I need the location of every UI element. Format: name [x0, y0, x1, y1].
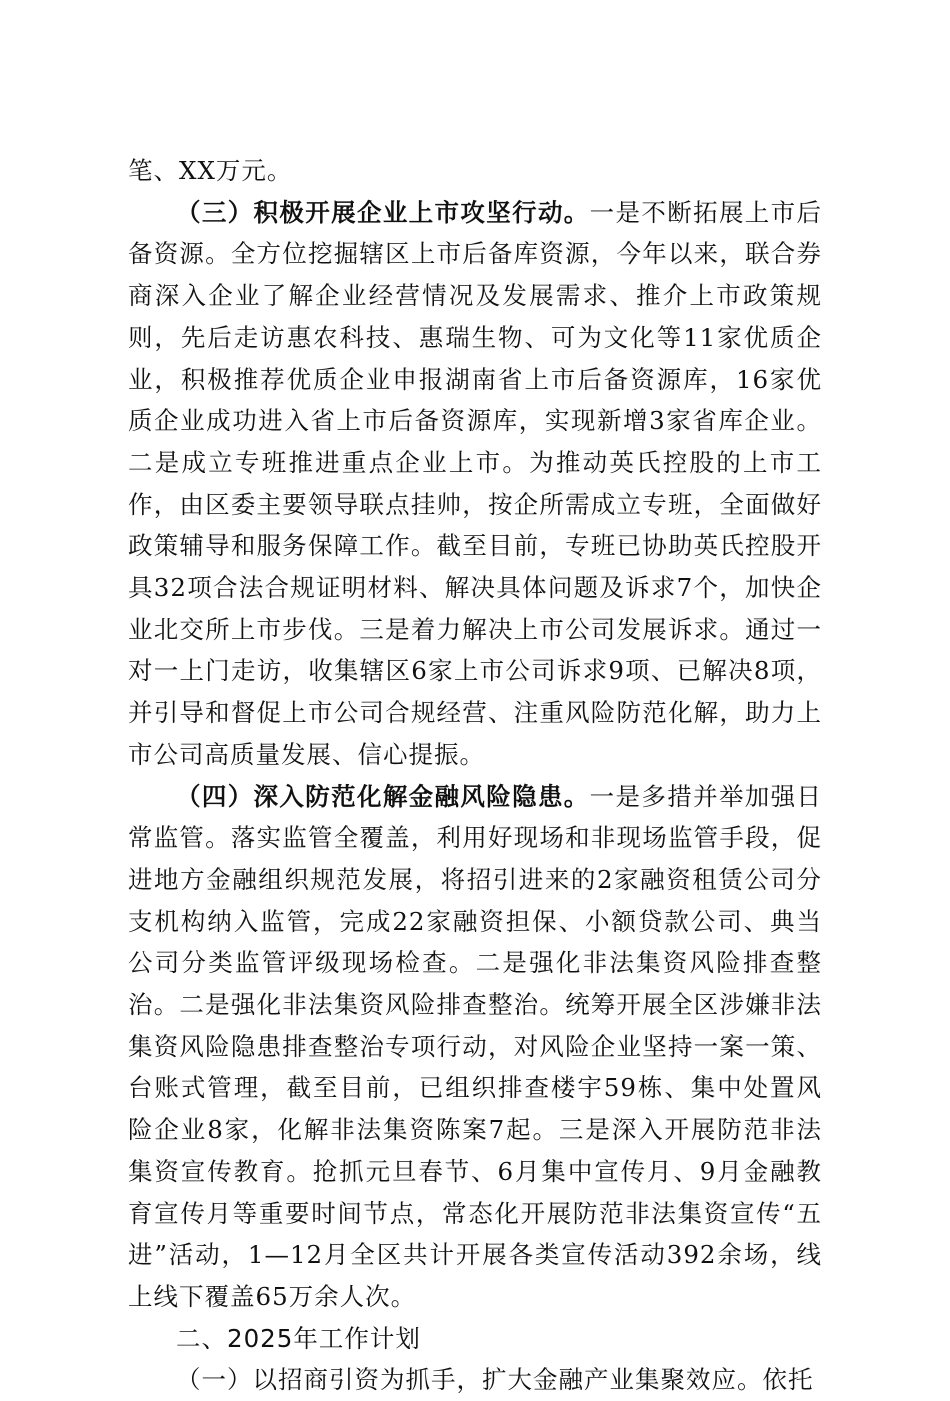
section-heading: 二、2025年工作计划: [176, 1323, 421, 1353]
paragraph-plan-1: [128, 1359, 822, 1401]
paragraph-text: 一是多措并举加强日常监管。落实监管全覆盖，利用好现场和非现场监管手段，促进地方金融组织规范发展，将招引进来的2家融资租赁公司分支机构纳入监管，完成22家融资担保、小额贷款公司、典当公司分类监管评级现场检查。二是强化非法集资风险排查整治。二是强化非法集资风险排查整治。统筹开展全区涉嫌非法集资风险隐患排查整治专项行动，对风险企业坚持一案一策、台账式管理，截至目前，已组织排查楼宇59栋、集中处置风险企业8家，化解非法集资陈案7起。三是深入开展防范非法集资宣传教育。抢抓元旦春节、6月集中宣传月、9月金融教育宣传月等重要时间节点，常态化开展防范非法集资宣传“五进”活动，1—12月全区共计开展各类宣传活动392余场，线上线下覆盖65万余人次。: [128, 781, 823, 1311]
document-body: [128, 150, 822, 1401]
paragraph-text: 笔、XX万元。: [128, 156, 293, 185]
paragraph-section-4: [128, 776, 822, 1318]
paragraph-text: 一是不断拓展上市后备资源。全方位挖掘辖区上市后备库资源，今年以来，联合券商深入企业了解企业经营情况及发展需求、推介上市政策规则，先后走访惠农科技、惠瑞生物、可为文化等11家优质企业，积极推荐优质企业申报湖南省上市后备资源库，16家优质企业成功进入省上市后备资源库，实现新增3家省库企业。二是成立专班推进重点企业上市。为推动英氏控股的上市工作，由区委主要领导联点挂帅，按企所需成立专班，全面做好政策辅导和服务保障工作。截至目前，专班已协助英氏控股开具32项合法合规证明材料、解决具体问题及诉求7个，加快企业北交所上市步伐。三是着力解决上市公司发展诉求。通过一对一上门走访，收集辖区6家上市公司诉求9项、已解决8项，并引导和督促上市公司合规经营、注重风险防范化解，助力上市公司高质量发展、信心提振。: [128, 197, 823, 769]
paragraph-lead: （四）深入防范化解金融风险隐患。: [176, 781, 590, 811]
paragraph-section-3: [128, 192, 822, 776]
paragraph-text: （一）以招商引资为抓手，扩大金融产业集聚效应。依托: [176, 1365, 814, 1395]
paragraph-continuation: [128, 150, 822, 192]
paragraph-lead: （三）积极开展企业上市攻坚行动。: [176, 197, 590, 227]
